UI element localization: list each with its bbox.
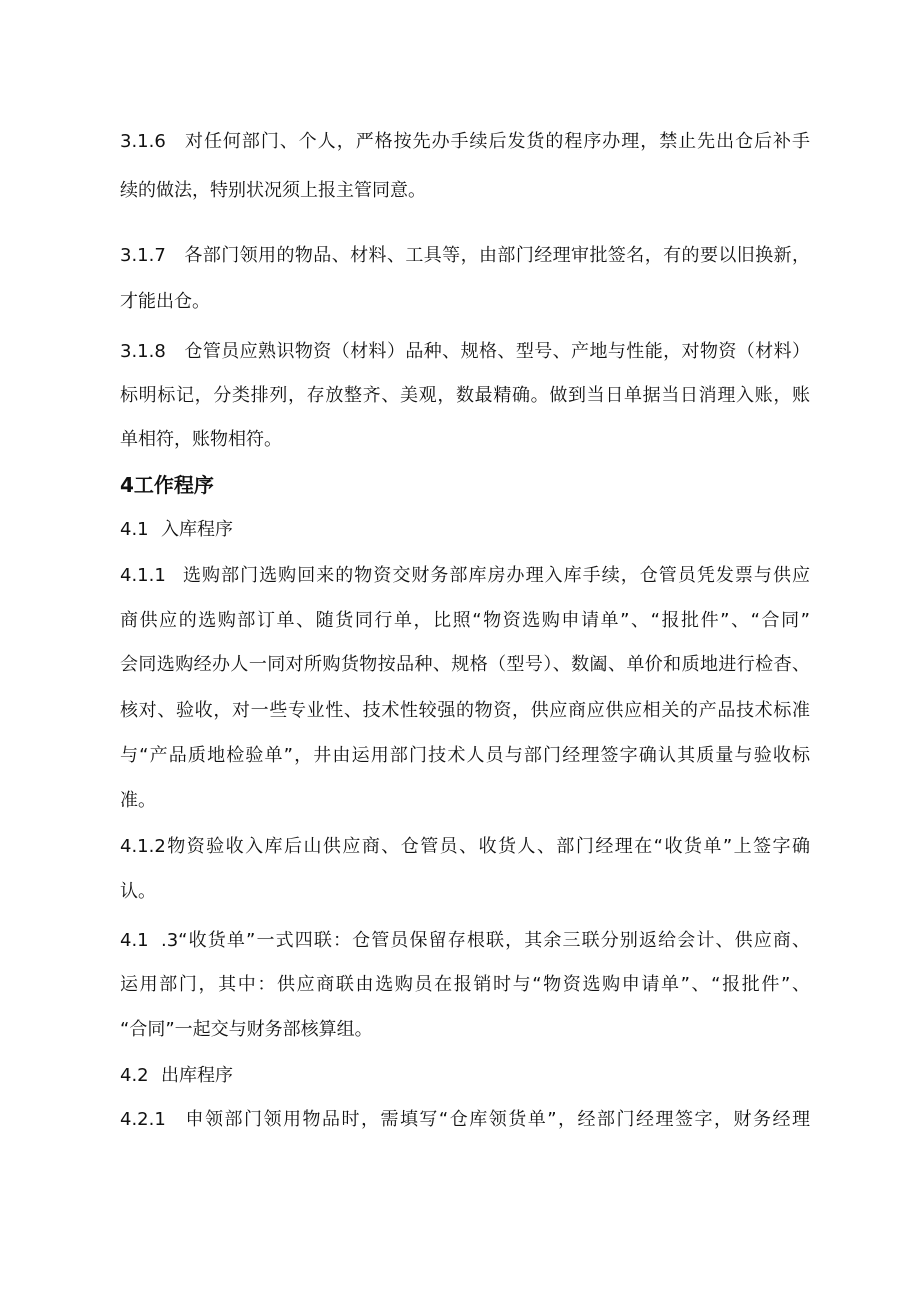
paragraph-3-1-8-line-3: 单相符，账物相符。 [120, 429, 282, 450]
paragraph-3-1-6-line-1 [120, 130, 810, 154]
paragraph-4-1-1-line-6: 准。 [120, 790, 156, 811]
paragraph-3-1-8-line-2: 标明标记，分类排列，存放整齐、美观，数最精确。做到当日单据当日消理入账，账 [120, 385, 810, 406]
paragraph-4-1-3-line-3: “合同”一起交与财务部核算组。 [120, 1019, 373, 1040]
clause-number: 4.1 [120, 519, 149, 540]
subsection-heading-4-1 [120, 518, 810, 542]
clause-number: 3.1.6 [120, 131, 166, 152]
subsection-title: 入库程序 [161, 519, 233, 540]
section-heading-4: 4工作程序 [120, 473, 214, 497]
paragraph-4-1-2-line-2: 认。 [120, 881, 156, 902]
clause-number: 4.2.1 [120, 1109, 166, 1130]
paragraph-4-1-3-line-2: 运用部门，其中：供应商联由选购员在报销时与“物资选购申请单”、“报批件”、 [120, 974, 810, 995]
paragraph-4-1-1-line-3: 会同选购经办人一同对所购货物按品种、规格（型号）、数阖、单价和质地进行检杳、 [120, 654, 810, 675]
paragraph-text: 申领部门领用物品时，需填写“仓库领货单”，经部门经理签字，财务经理 [184, 1109, 810, 1130]
clause-number: 3.1.7 [120, 245, 166, 266]
paragraph-4-2-1-line-1 [120, 1108, 810, 1132]
paragraph-text: 对任何部门、个人，严格按先办手续后发货的程序办理，禁止先出仓后补手 [184, 131, 810, 152]
paragraph-3-1-7-line-2: 才能出仓。 [120, 291, 210, 312]
paragraph-3-1-7-line-1 [120, 244, 810, 268]
paragraph-4-1-2-line-1: 4.1.2物资验收入库后山供应商、仓管员、收货人、部门经理在“收货单”上签字确 [120, 836, 810, 857]
subsection-title: 出库程序 [161, 1065, 233, 1086]
paragraph-text: .3“收货单”一式四联：仓管员保留存根联，其余三联分别返给会计、供应商、 [161, 930, 810, 951]
subsection-heading-4-2 [120, 1064, 810, 1088]
paragraph-text: 选购部门选购回来的物资交财务部库房办理入库手续，仓管员凭发票与供应 [182, 565, 810, 586]
paragraph-4-1-3-line-1 [120, 929, 810, 953]
paragraph-text: 各部门领用的物品、材料、工具等，由部门经理审批签名，有的要以旧换新， [184, 245, 810, 266]
paragraph-4-1-1-line-2: 商供应的选购部订单、随货同行单，比照“物资选购申请单”、“报批件”、“合同” [120, 610, 810, 631]
clause-number: 4.1.1 [120, 565, 166, 586]
paragraph-3-1-6-line-2: 续的做法，特别状况须上报主管同意。 [120, 180, 426, 201]
paragraph-3-1-8-line-1 [120, 340, 810, 364]
paragraph-4-1-1-line-4: 核对、验收，对一些专业性、技术性较强的物资，供应商应供应相关的产品技术标准 [120, 700, 810, 721]
clause-number: 4.2 [120, 1065, 149, 1086]
paragraph-text: 仓管员应熟识物资（材料）品种、规格、型号、产地与性能，对物资（材料） [184, 341, 810, 362]
paragraph-4-1-1-line-5: 与“产品质地检验单”，井由运用部门技术人员与部门经理签字确认其质量与验收标 [120, 745, 810, 766]
clause-number: 4.1 [120, 930, 149, 951]
clause-number: 3.1.8 [120, 341, 166, 362]
paragraph-4-1-1-line-1 [120, 564, 810, 588]
